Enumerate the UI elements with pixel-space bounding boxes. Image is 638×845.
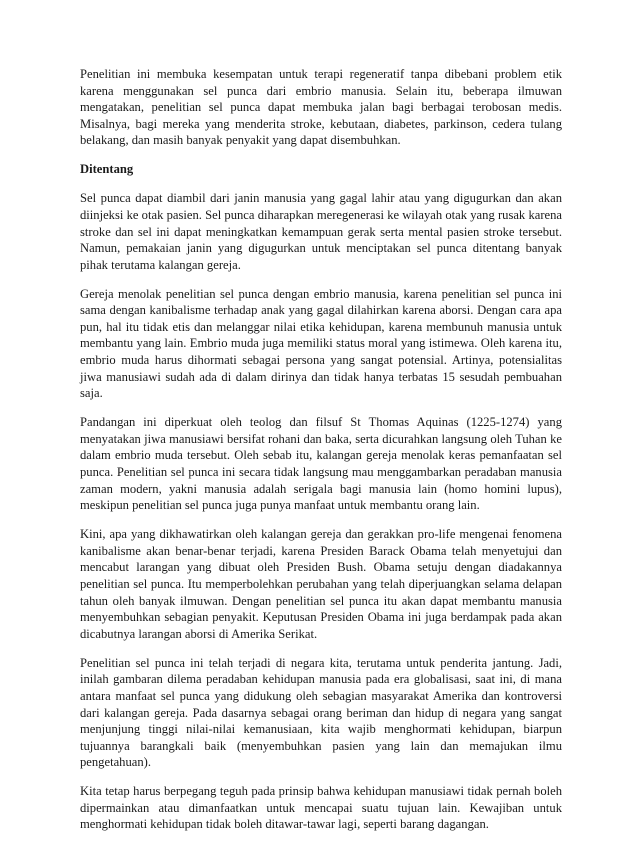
section-heading: Ditentang [80, 162, 134, 177]
paragraph-church-rejection: Gereja menolak penelitian sel punca dengan embrio manusia, karena penelitian sel punca ini sama dengan kanibalisme terhadap anak yang gagal dilahirkan karena aborsi. Dengan cara apa pun, hal itu tidak etis dan melanggar nilai etika kehidupan, karena membunuh manusia untuk membantu yang lain. Embrio muda juga memiliki status moral yang istimewa. Oleh karena itu, embrio muda harus dihormati sebagai persona yang sangat potensial. Artinya, potensialitas jiwa manusiawi sudah ada di dalam dirinya dan tidak hanya terbatas 15 sesudah pembuahan saja. [80, 286, 562, 401]
paragraph-obama-policy: Kini, apa yang dikhawatirkan oleh kalangan gereja dan gerakkan pro-life mengenai fenomena kanibalisme akan benar-benar terjadi, karena Presiden Barack Obama telah menyetujui dan mencabut larangan yang dibuat oleh Presiden Bush. Obama setuju dengan diadakannya penelitian sel punca. Itu memperbolehkan perubahan yang telah diperjuangkan selama delapan tahun oleh banyak ilmuwan. Dengan penelitian sel punca itu akan dapat membantu manusia menyembuhkan sebagian penyakit. Keputusan Presiden Obama ini juga berdampak pada akan dicabutnya larangan aborsi di Amerika Serikat. [80, 527, 562, 641]
paragraph-aquinas-view: Pandangan ini diperkuat oleh teolog dan filsuf St Thomas Aquinas (1225-1274) yang menyatakan jiwa manusiawi bersifat rohani dan baka, serta dicurahkan langsung oleh Tuhan ke dalam embrio muda tersebut. Oleh sebab itu, kalangan gereja menolak keras pemanfaatan sel punca. Penelitian sel punca ini secara tidak langsung mau menggambarkan peradaban manusia zaman modern, yakni manusia adalah serigala bagi manusia lain (homo homini lupus), meskipun penelitian sel punca juga punya manfaat untuk membantu orang lain. [80, 415, 562, 513]
paragraph-regenerative-therapy: Penelitian ini membuka kesempatan untuk terapi regeneratif tanpa dibebani problem etik karena menggunakan sel punca dari embrio manusia. Selain itu, beberapa ilmuwan mengatakan, penelitian sel punca dapat membuka jalan bagi berbagai terobosan medis. Misalnya, bagi mereka yang menderita stroke, kebutaan, diabetes, parkinson, cedera tulang belakang, dan masih banyak penyakit yang dapat disembuhkan. [80, 67, 562, 148]
document-body [80, 66, 562, 845]
paragraph-conclusion: Kita tetap harus berpegang teguh pada prinsip bahwa kehidupan manusiawi tidak pernah boleh dipermainkan atau dimanfaatkan untuk mencapai suatu tujuan lain. Kewajiban untuk menghormati kehidupan tidak boleh ditawar-tawar lagi, seperti barang dagangan. [80, 784, 562, 832]
paragraph-dilemma: Penelitian sel punca ini telah terjadi di negara kita, terutama untuk penderita jantung. Jadi, inilah gambaran dilema peradaban kehidupan manusia pada era globalisasi, saat ini, di mana antara manfaat sel punca yang didukung oleh sebagian masyarakat Amerika dan kontroversi dari kalangan gereja. Pada dasarnya sebagai orang beriman dan hidup di negara yang sangat menjunjung tinggi nilai-nilai kemanusiaan, kita wajib menghormati kehidupan, biarpun tujuannya barangkali baik (menyembuhkan pasien yang lain dan memajukan ilmu pengetahuan). [80, 655, 562, 770]
paragraph-stem-cell-source: Sel punca dapat diambil dari janin manusia yang gagal lahir atau yang digugurkan dan akan diinjeksi ke otak pasien. Sel punca diharapkan meregenerasi ke wilayah otak yang rusak karena stroke dan sel ini dapat meningkatkan kemampuan gerak serta mental pasien stroke tersebut. Namun, pemakaian janin yang digugurkan untuk menciptakan sel punca ditentang banyak pihak terutama kalangan gereja. [80, 191, 562, 272]
